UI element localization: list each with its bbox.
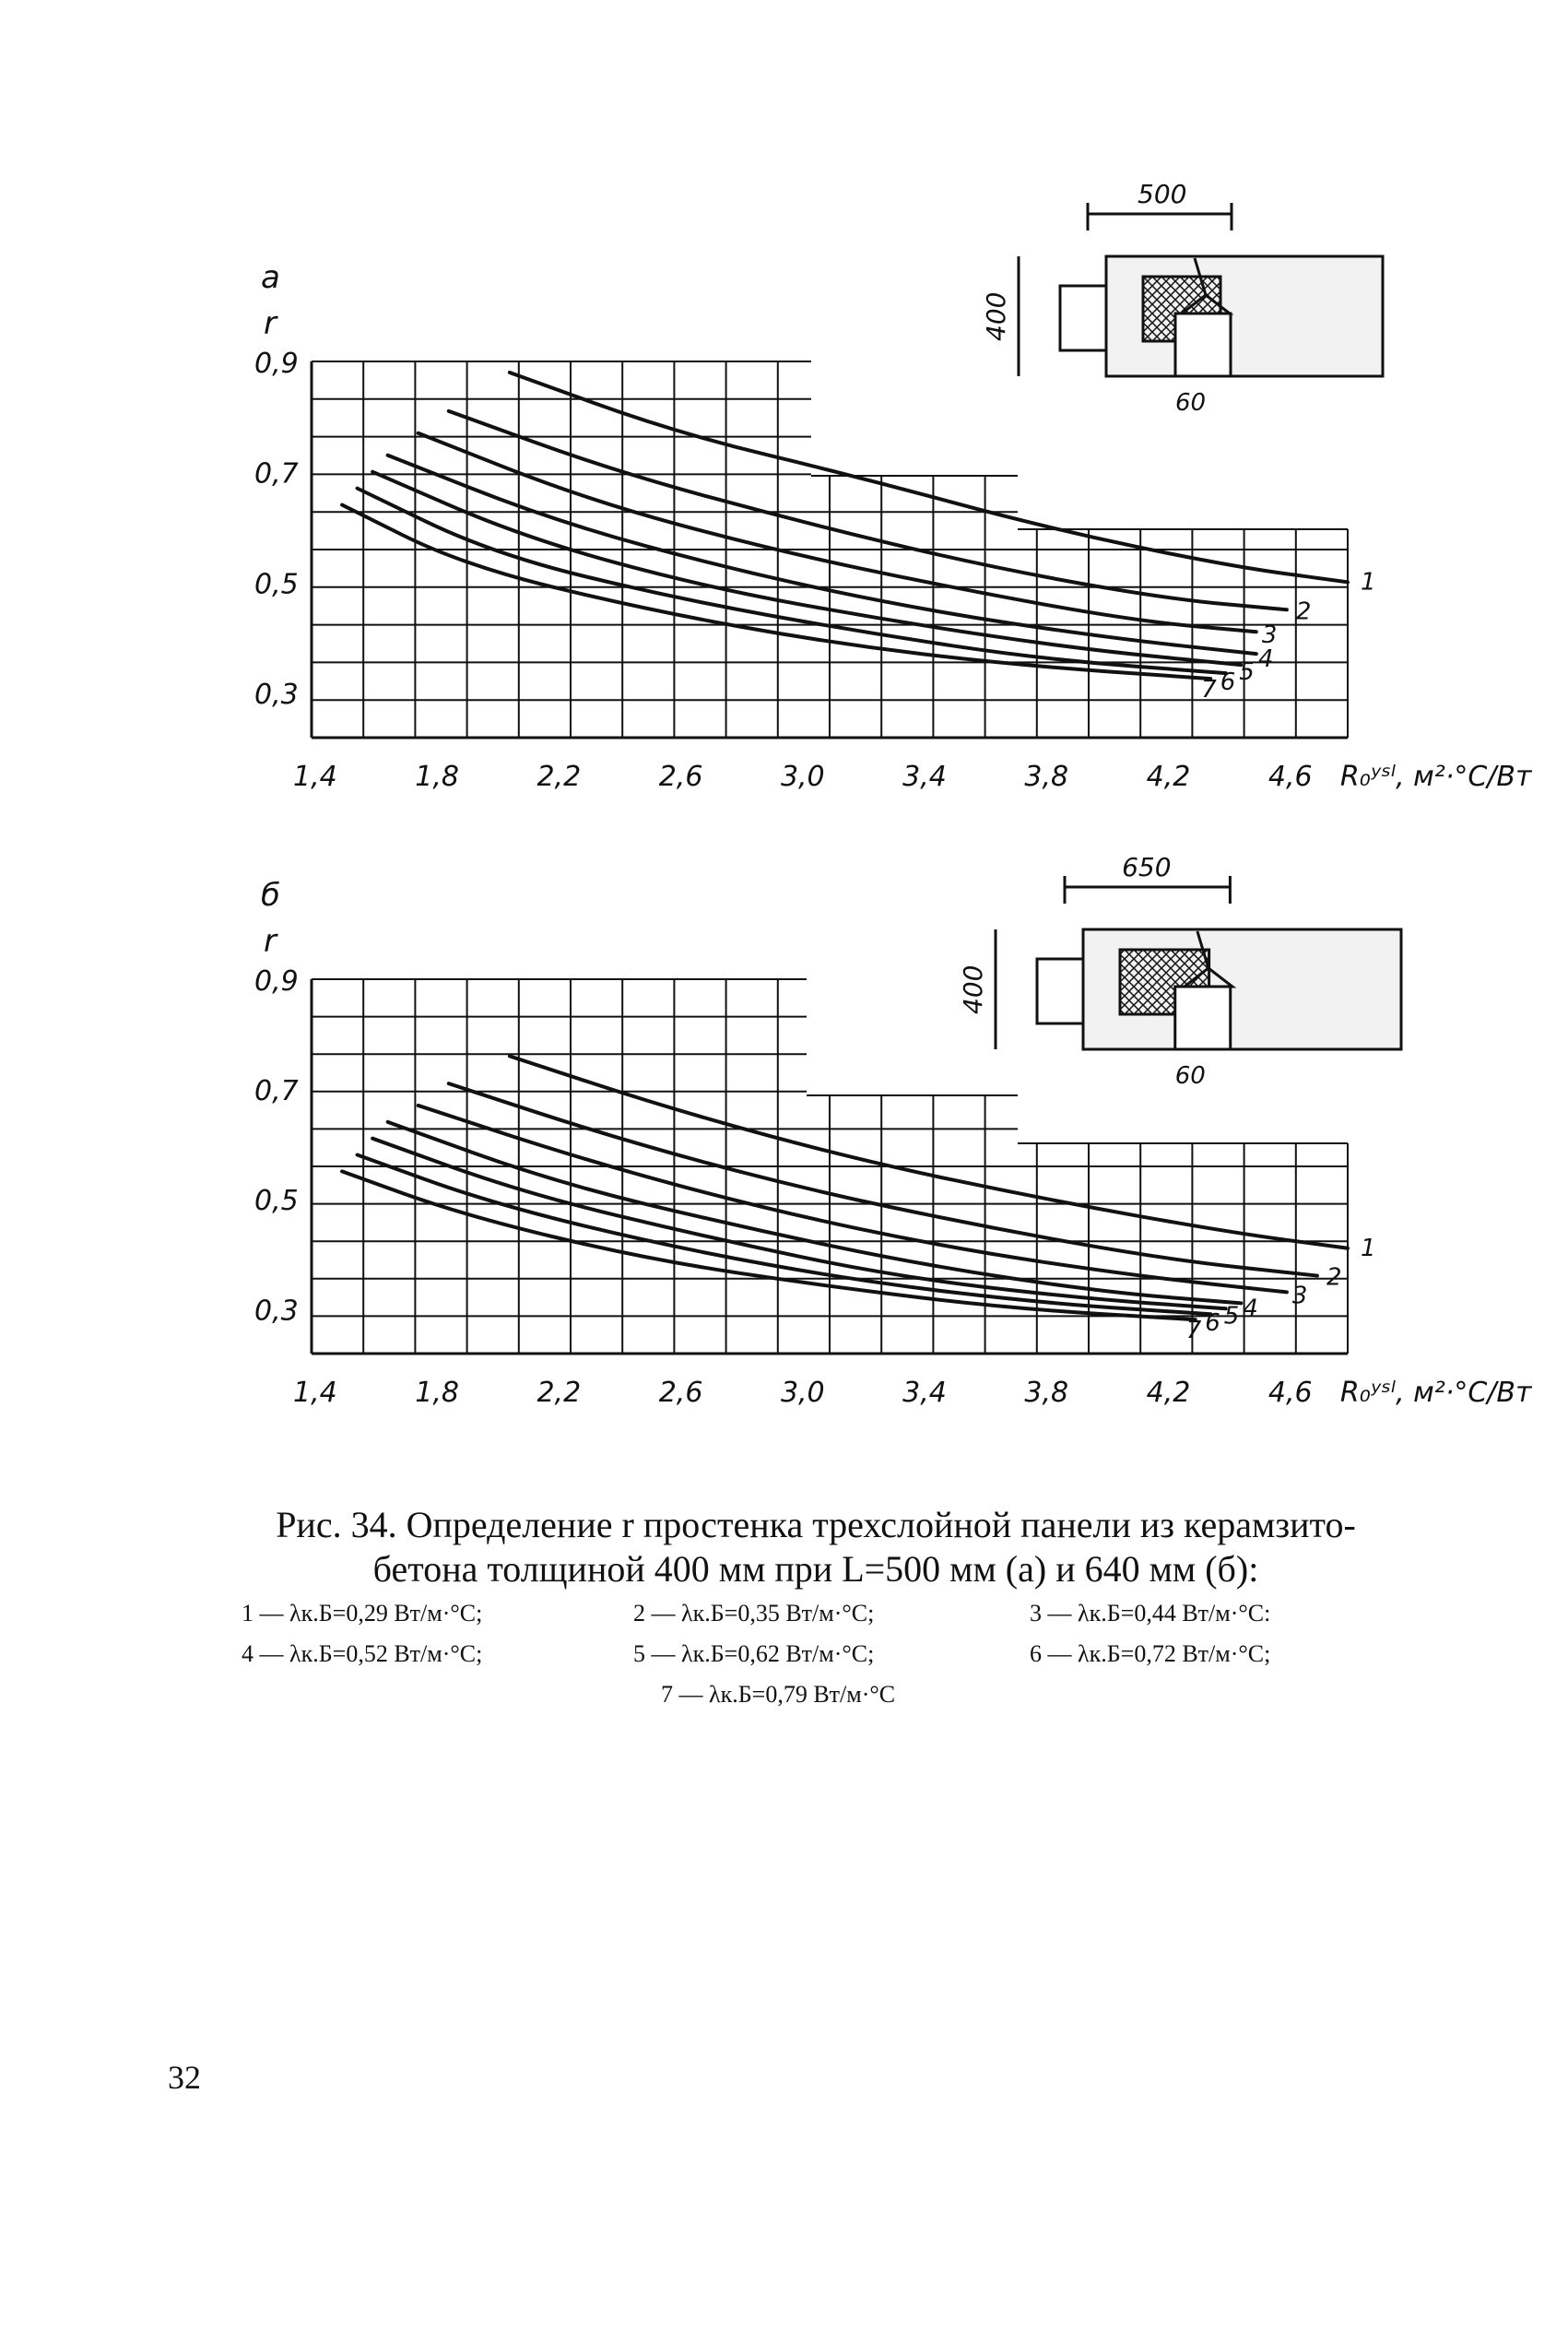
- dimension-height: 400: [981, 291, 1011, 341]
- dimension-small: 60: [1175, 389, 1207, 417]
- series-label-6: 6: [1220, 668, 1236, 697]
- panel-letter: а: [261, 259, 280, 296]
- legend-item-1: 1 — λк.Б=0,29 Вт/м·°С;: [242, 1600, 483, 1626]
- dimension-small: 60: [1174, 1062, 1206, 1090]
- y-tick-label: 0,3: [254, 1295, 299, 1328]
- series-label-2: 2: [1326, 1263, 1342, 1292]
- series-label-1: 1: [1361, 568, 1376, 597]
- series-group: [342, 373, 1348, 679]
- x-tick-label: 2,2: [536, 761, 582, 793]
- caption-line-2: бетона толщиной 400 мм при L=500 мм (а) и 640 мм (б):: [372, 1548, 1259, 1590]
- panel-letter: б: [261, 877, 280, 914]
- y-tick-label: 0,9: [254, 965, 299, 998]
- y-tick-label: 0,5: [254, 568, 299, 601]
- y-tick-label: 0,7: [254, 1075, 299, 1108]
- series-line-7: [342, 505, 1210, 679]
- y-axis-label: r: [264, 305, 277, 342]
- series-label-3: 3: [1261, 621, 1278, 650]
- series-label-3: 3: [1291, 1282, 1308, 1310]
- x-tick-label: 3,8: [1024, 1377, 1069, 1409]
- panel-b: [254, 852, 1533, 1409]
- legend-item-2: 2 — λк.Б=0,35 Вт/м·°С;: [633, 1600, 875, 1626]
- x-tick-label: 4,6: [1267, 761, 1313, 793]
- dimension-width: 500: [1138, 179, 1187, 209]
- series-label-5: 5: [1239, 658, 1255, 687]
- figure-caption: [240, 1503, 1392, 1591]
- joint-cavity: [1175, 313, 1231, 376]
- caption-line-1: Рис. 34. Определение r простенка трехслойной панели из керамзито-: [276, 1504, 1356, 1545]
- x-tick-label: 2,6: [658, 1377, 703, 1409]
- x-axis-label: R₀ʸˢˡ, м²·°С/Вт: [1339, 1377, 1532, 1409]
- x-tick-label: 1,8: [415, 761, 459, 793]
- series-label-4: 4: [1257, 645, 1274, 674]
- series-label-2: 2: [1295, 597, 1312, 626]
- window-frame: [1037, 959, 1083, 1023]
- x-tick-label: 3,4: [902, 761, 947, 793]
- legend-item-7: 7 — λк.Б=0,79 Вт/м·°С: [661, 1681, 896, 1708]
- series-label-4: 4: [1243, 1295, 1258, 1323]
- legend-item-3: 3 — λк.Б=0,44 Вт/м·°С:: [1030, 1600, 1271, 1626]
- x-tick-label: 2,2: [536, 1377, 582, 1409]
- window-frame: [1060, 286, 1106, 350]
- x-tick-label: 4,2: [1146, 761, 1191, 793]
- series-label-7: 7: [1201, 676, 1217, 704]
- dimension-height: 400: [958, 964, 988, 1014]
- x-tick-label: 3,4: [902, 1377, 947, 1409]
- x-tick-label: 4,6: [1267, 1377, 1313, 1409]
- x-tick-label: 3,8: [1024, 761, 1069, 793]
- x-tick-label: 1,4: [293, 761, 337, 793]
- series-label-5: 5: [1223, 1302, 1240, 1331]
- legend-item-4: 4 — λк.Б=0,52 Вт/м·°С;: [242, 1640, 483, 1667]
- y-tick-label: 0,3: [254, 679, 299, 712]
- x-tick-label: 3,0: [780, 1377, 825, 1409]
- y-tick-label: 0,5: [254, 1185, 299, 1218]
- panel-section-drawing: [1019, 203, 1383, 376]
- series-label-7: 7: [1185, 1317, 1202, 1345]
- series-line-2: [449, 411, 1287, 609]
- dimension-width: 650: [1122, 852, 1172, 882]
- x-tick-label: 1,8: [415, 1377, 459, 1409]
- panel-section-drawing: [996, 876, 1401, 1049]
- joint-cavity: [1175, 987, 1231, 1049]
- series-label-6: 6: [1205, 1309, 1220, 1338]
- x-tick-label: 3,0: [780, 761, 825, 793]
- legend-item-5: 5 — λк.Б=0,62 Вт/м·°С;: [633, 1640, 875, 1667]
- series-line-2: [449, 1083, 1317, 1275]
- x-tick-label: 2,6: [658, 761, 703, 793]
- panel-a: [254, 179, 1533, 793]
- series-label-1: 1: [1361, 1234, 1376, 1262]
- legend-item-6: 6 — λк.Б=0,72 Вт/м·°С;: [1030, 1640, 1271, 1667]
- x-tick-label: 4,2: [1146, 1377, 1191, 1409]
- y-tick-label: 0,9: [254, 348, 299, 380]
- x-axis-label: R₀ʸˢˡ, м²·°С/Вт: [1339, 761, 1532, 793]
- y-tick-label: 0,7: [254, 457, 299, 491]
- series-line-3: [419, 433, 1256, 632]
- y-axis-label: r: [264, 923, 277, 960]
- page-number: 32: [168, 2059, 201, 2096]
- x-tick-label: 1,4: [293, 1377, 337, 1409]
